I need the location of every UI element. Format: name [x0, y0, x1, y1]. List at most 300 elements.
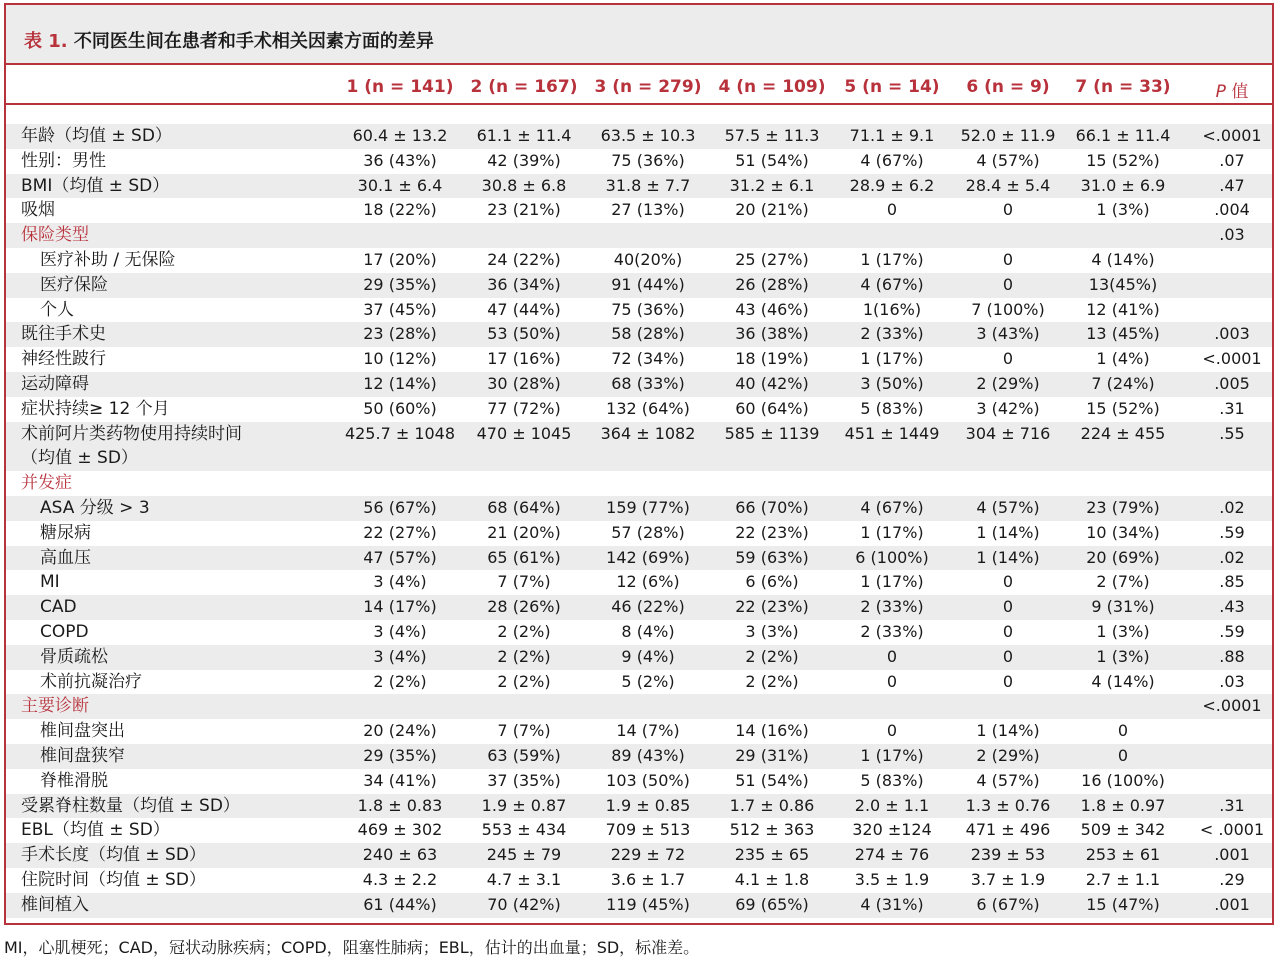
table-cell-col-1: 22 (27%): [363, 522, 437, 542]
table-cell-col-3: 159 (77%): [606, 498, 690, 517]
table-row: [6, 124, 1272, 149]
table-cell-col-1: 14 (17%): [363, 597, 437, 617]
p-value-cell: <.0001: [1202, 349, 1262, 369]
table-cell-col-1: 50 (60%): [363, 398, 437, 418]
table-cell-col-5: 2 (33%): [860, 622, 924, 641]
table-cell-col-4: 66 (70%): [735, 498, 809, 517]
row-label-line-2: （均值 ± SD）: [21, 447, 138, 468]
table-cell-col-1: 12 (14%): [363, 374, 437, 393]
table-cell-col-7: 1 (3%): [1096, 646, 1150, 666]
table-row: [6, 794, 1272, 819]
table-cell-col-4: 25 (27%): [735, 250, 809, 269]
table-cell-col-4: 585 ± 1139: [724, 423, 820, 443]
column-header-1: 1 (n = 141): [346, 77, 454, 97]
table-cell-col-1: 29 (35%): [363, 274, 437, 294]
table-cell-col-1: 34 (41%): [363, 770, 437, 790]
table-cell-col-7: 2.7 ± 1.1: [1085, 870, 1161, 889]
table-cell-col-3: 1.9 ± 0.85: [605, 795, 691, 815]
table-number: 表 1.: [24, 31, 68, 52]
table-cell-col-2: 2 (2%): [497, 622, 551, 641]
table-cell-col-7: 509 ± 342: [1080, 820, 1166, 840]
table-cell-col-5: 0: [886, 671, 898, 691]
table-cell-col-1: 240 ± 63: [362, 845, 438, 865]
row-label: 既往手术史: [21, 324, 106, 345]
table-cell-col-6: 0: [1002, 572, 1014, 592]
section-label: 保险类型: [21, 225, 89, 246]
table-cell-col-2: 70 (42%): [487, 894, 561, 914]
table-cell-col-6: 1 (14%): [976, 522, 1040, 542]
table-cell-col-4: 36 (38%): [735, 324, 809, 344]
p-value-cell: .31: [1219, 398, 1245, 418]
table-cell-col-5: 4 (31%): [860, 894, 924, 914]
table-cell-col-3: 142 (69%): [606, 547, 690, 567]
table-cell-col-5: 1 (17%): [860, 572, 924, 592]
table-cell-col-1: 3 (4%): [373, 622, 427, 641]
p-value-cell: .59: [1219, 622, 1245, 641]
table-cell-col-5: 1 (17%): [860, 746, 924, 765]
table-row: [6, 670, 1272, 695]
table-row: [6, 422, 1272, 472]
table-cell-col-5: 4 (67%): [860, 150, 924, 170]
table-row: [6, 298, 1272, 323]
table-cell-col-4: 59 (63%): [735, 547, 809, 567]
table-cell-col-3: 132 (64%): [606, 398, 690, 418]
table-cell-col-7: 0: [1117, 721, 1129, 741]
table-cell-col-3: 46 (22%): [611, 597, 685, 617]
table-frame: [4, 3, 1274, 925]
table-cell-col-5: 2 (33%): [860, 597, 924, 617]
table-row: [6, 645, 1272, 670]
table-cell-col-5: 1 (17%): [860, 250, 924, 269]
table-cell-col-4: 3 (3%): [745, 622, 799, 641]
table-cell-col-3: 40(20%): [613, 250, 683, 269]
p-value-cell: .005: [1214, 374, 1250, 393]
table-cell-col-5: 451 ± 1449: [844, 423, 940, 443]
table-cell-col-1: 23 (28%): [363, 324, 437, 344]
table-cell-col-3: 57 (28%): [611, 522, 685, 542]
row-label-line-1: 术前阿片类药物使用持续时间: [21, 423, 242, 444]
table-row: [6, 322, 1272, 347]
table-row: [6, 595, 1272, 620]
table-cell-col-2: 4.7 ± 3.1: [486, 870, 562, 889]
row-label: 术前抗凝治疗: [40, 671, 142, 692]
table-cell-col-6: 2 (29%): [976, 374, 1040, 393]
table-cell-col-4: 14 (16%): [735, 721, 809, 741]
table-cell-col-2: 17 (16%): [487, 349, 561, 369]
table-cell-col-2: 470 ± 1045: [476, 423, 572, 443]
row-label: 年龄（均值 ± SD）: [21, 126, 172, 146]
column-header-7: 7 (n = 33): [1075, 77, 1171, 97]
table-row: [6, 546, 1272, 571]
row-label: CAD: [40, 597, 77, 618]
table-row: [6, 397, 1272, 422]
row-label: 运动障碍: [21, 374, 89, 394]
table-cell-col-7: 15 (52%): [1086, 398, 1160, 418]
table-cell-col-1: 3 (4%): [373, 572, 427, 592]
table-cell-col-7: 0: [1117, 746, 1129, 765]
table-cell-col-3: 31.8 ± 7.7: [605, 175, 691, 195]
p-value-cell: .31: [1219, 795, 1245, 815]
table-row: [6, 620, 1272, 645]
table-cell-col-7: 9 (31%): [1091, 597, 1155, 617]
p-header-text: 值: [1225, 82, 1249, 102]
table-cell-col-3: 14 (7%): [616, 721, 680, 741]
table-cell-col-6: 304 ± 716: [965, 423, 1051, 443]
row-label: 椎间盘突出: [40, 721, 125, 742]
table-cell-col-7: 16 (100%): [1081, 770, 1165, 790]
table-cell-col-2: 68 (64%): [487, 498, 561, 517]
table-cell-col-4: 69 (65%): [735, 894, 809, 914]
table-cell-col-7: 23 (79%): [1086, 498, 1160, 517]
table-cell-col-6: 0: [1002, 349, 1014, 369]
table-cell-col-1: 469 ± 302: [357, 820, 443, 840]
table-cell-col-1: 29 (35%): [363, 746, 437, 765]
table-cell-col-5: 1 (17%): [860, 522, 924, 542]
table-cell-col-6: 1 (14%): [976, 547, 1040, 567]
p-value-cell: .03: [1219, 671, 1245, 691]
row-label: ASA 分级 > 3: [40, 498, 150, 518]
table-cell-col-4: 2 (2%): [745, 646, 799, 666]
table-cell-col-7: 66.1 ± 11.4: [1075, 126, 1171, 145]
table-cell-col-3: 91 (44%): [611, 274, 685, 294]
table-row: [6, 496, 1272, 521]
row-label: 医疗补助 / 无保险: [40, 250, 176, 270]
row-label: COPD: [40, 622, 89, 642]
column-header-5: 5 (n = 14): [844, 77, 940, 97]
table-cell-col-4: 40 (42%): [735, 374, 809, 393]
p-value-cell: .07: [1219, 150, 1245, 170]
table-cell-col-5: 6 (100%): [855, 547, 929, 567]
table-cell-col-5: 1(16%): [862, 299, 922, 319]
p-value-cell: .001: [1214, 894, 1250, 914]
row-label: 手术长度（均值 ± SD）: [21, 845, 206, 866]
p-value-cell: .55: [1219, 423, 1245, 443]
table-cell-col-5: 2.0 ± 1.1: [854, 795, 930, 815]
table-cell-col-1: 61 (44%): [363, 894, 437, 914]
table-cell-col-1: 56 (67%): [363, 498, 437, 517]
table-cell-col-3: 58 (28%): [611, 324, 685, 344]
table-cell-col-4: 43 (46%): [735, 299, 809, 319]
table-cell-col-3: 709 ± 513: [605, 820, 691, 840]
table-cell-col-6: 0: [1002, 622, 1014, 641]
table-row: [6, 198, 1272, 223]
table-row: [6, 744, 1272, 769]
table-cell-col-4: 26 (28%): [735, 274, 809, 294]
table-cell-col-5: 0: [886, 646, 898, 666]
table-cell-col-1: 2 (2%): [373, 671, 427, 691]
table-row: [6, 769, 1272, 794]
column-header-6: 6 (n = 9): [966, 77, 1050, 97]
table-cell-col-6: 3 (43%): [976, 324, 1040, 344]
column-header-3: 3 (n = 279): [594, 77, 702, 97]
table-cell-col-2: 77 (72%): [487, 398, 561, 418]
table-cell-col-6: 471 ± 496: [965, 820, 1051, 840]
p-value-cell: .59: [1219, 522, 1245, 542]
row-label: 性别：男性: [21, 150, 106, 171]
table-row: [6, 818, 1272, 843]
table-cell-col-3: 12 (6%): [616, 572, 680, 592]
table-cell-col-5: 4 (67%): [860, 274, 924, 294]
table-cell-col-4: 22 (23%): [735, 597, 809, 617]
table-row: [6, 223, 1272, 248]
table-cell-col-3: 229 ± 72: [610, 845, 686, 865]
table-row: [6, 893, 1272, 918]
table-cell-col-1: 47 (57%): [363, 547, 437, 567]
table-cell-col-6: 1.3 ± 0.76: [965, 795, 1051, 815]
table-cell-col-4: 512 ± 363: [729, 820, 815, 840]
p-value-cell: .02: [1219, 498, 1245, 517]
table-row: [6, 570, 1272, 595]
row-label: 脊椎滑脱: [40, 770, 108, 791]
table-cell-col-7: 12 (41%): [1086, 299, 1160, 319]
table-cell-col-7: 253 ± 61: [1085, 845, 1161, 865]
table-cell-col-2: 2 (2%): [497, 671, 551, 691]
row-label: 受累脊柱数量（均值 ± SD）: [21, 795, 240, 816]
table-cell-col-7: 7 (24%): [1091, 374, 1155, 393]
table-cell-col-5: 4 (67%): [860, 498, 924, 517]
table-cell-col-4: 1.7 ± 0.86: [729, 795, 815, 815]
table-cell-col-5: 5 (83%): [860, 398, 924, 418]
p-value-cell: <.0001: [1202, 126, 1262, 145]
table-cell-col-6: 239 ± 53: [970, 845, 1046, 865]
table-cell-col-4: 51 (54%): [735, 770, 809, 790]
table-cell-col-7: 224 ± 455: [1080, 423, 1166, 443]
table-cell-col-3: 364 ± 1082: [600, 423, 696, 443]
table-cell-col-6: 3 (42%): [976, 398, 1040, 418]
table-cell-col-7: 20 (69%): [1086, 547, 1160, 567]
table-cell-col-6: 0: [1002, 274, 1014, 294]
table-cell-col-5: 0: [886, 721, 898, 741]
table-cell-col-6: 0: [1002, 597, 1014, 617]
table-cell-col-4: 31.2 ± 6.1: [729, 175, 815, 195]
table-cell-col-6: 52.0 ± 11.9: [960, 126, 1056, 145]
table-row: [6, 347, 1272, 372]
table-cell-col-7: 1.8 ± 0.97: [1080, 795, 1166, 815]
table-cell-col-6: 4 (57%): [976, 150, 1040, 170]
p-value-cell: .85: [1219, 572, 1245, 592]
table-cell-col-7: 1 (3%): [1096, 200, 1150, 220]
table-cell-col-4: 60 (64%): [735, 398, 809, 418]
table-cell-col-6: 0: [1002, 250, 1014, 269]
table-cell-col-6: 0: [1002, 671, 1014, 691]
table-cell-col-4: 2 (2%): [745, 671, 799, 691]
table-cell-col-6: 2 (29%): [976, 746, 1040, 765]
table-cell-col-1: 3 (4%): [373, 646, 427, 666]
table-cell-col-7: 10 (34%): [1086, 522, 1160, 542]
table-cell-col-1: 10 (12%): [363, 349, 437, 369]
table-cell-col-7: 13(45%): [1088, 274, 1158, 294]
table-cell-col-1: 1.8 ± 0.83: [357, 795, 443, 815]
row-label: 住院时间（均值 ± SD）: [21, 870, 206, 890]
table-cell-col-2: 30.8 ± 6.8: [481, 175, 567, 195]
table-cell-col-6: 0: [1002, 200, 1014, 220]
table-cell-col-2: 245 ± 79: [486, 845, 562, 865]
table-row: [6, 372, 1272, 397]
row-label: EBL（均值 ± SD）: [21, 820, 170, 841]
row-label: 糖尿病: [40, 522, 91, 543]
table-cell-col-5: 3.5 ± 1.9: [854, 870, 930, 889]
table-cell-col-5: 2 (33%): [860, 324, 924, 344]
table-cell-col-3: 89 (43%): [611, 746, 685, 765]
column-header-p-value: [1182, 77, 1274, 102]
p-value-cell: .47: [1219, 175, 1245, 195]
table-row: [6, 521, 1272, 546]
row-label: [21, 422, 242, 470]
p-value-cell: .29: [1219, 870, 1245, 889]
table-title-bar: [6, 5, 1272, 65]
table-cell-col-2: 553 ± 434: [481, 820, 567, 840]
table-cell-col-3: 5 (2%): [621, 671, 675, 691]
table-row: [6, 471, 1272, 496]
table-cell-col-1: 17 (20%): [363, 250, 437, 269]
table-cell-col-5: 320 ±124: [852, 820, 932, 840]
column-header-4: 4 (n = 109): [718, 77, 826, 97]
table-cell-col-6: 4 (57%): [976, 770, 1040, 790]
table-cell-col-4: 22 (23%): [735, 522, 809, 542]
section-label: 并发症: [21, 473, 72, 494]
table-cell-col-2: 28 (26%): [487, 597, 561, 617]
p-header-italic: P: [1215, 82, 1226, 102]
table-title-text: 不同医生间在患者和手术相关因素方面的差异: [73, 31, 434, 52]
table-cell-col-5: 0: [886, 200, 898, 220]
table-cell-col-2: 61.1 ± 11.4: [476, 126, 572, 145]
table-cell-col-1: 425.7 ± 1048: [344, 423, 456, 443]
table-cell-col-1: 18 (22%): [363, 200, 437, 220]
table-cell-col-1: 4.3 ± 2.2: [362, 870, 438, 889]
table-header: [6, 65, 1272, 105]
table-cell-col-3: 119 (45%): [606, 894, 690, 914]
table-cell-col-2: 2 (2%): [497, 646, 551, 666]
p-value-cell: .03: [1219, 225, 1245, 245]
table-row: [6, 719, 1272, 744]
table-cell-col-7: 15 (47%): [1086, 894, 1160, 914]
table-cell-col-7: 1 (4%): [1096, 349, 1150, 369]
table-cell-col-7: 13 (45%): [1086, 324, 1160, 344]
table-cell-col-4: 6 (6%): [745, 572, 799, 592]
table-cell-col-1: 30.1 ± 6.4: [357, 175, 443, 195]
table-row: [6, 273, 1272, 298]
table-row: [6, 149, 1272, 174]
table-cell-col-3: 8 (4%): [621, 622, 675, 641]
table-cell-col-2: 23 (21%): [487, 200, 561, 220]
p-value-cell: .003: [1214, 324, 1250, 344]
p-value-cell: <.0001: [1202, 696, 1262, 716]
table-cell-col-2: 36 (34%): [487, 274, 561, 294]
table-footnote: MI，心肌梗死；CAD，冠状动脉疾病；COPD，阻塞性肺病；EBL，估计的出血量；SD，标准差。: [4, 938, 700, 957]
table-cell-col-3: 68 (33%): [611, 374, 685, 393]
table-cell-col-7: 4 (14%): [1091, 671, 1155, 691]
table-cell-col-4: 51 (54%): [735, 150, 809, 170]
table-cell-col-3: 3.6 ± 1.7: [610, 870, 686, 889]
table-cell-col-2: 53 (50%): [487, 324, 561, 344]
table-row: [6, 174, 1272, 199]
row-label: 医疗保险: [40, 274, 108, 295]
row-label: BMI（均值 ± SD）: [21, 175, 170, 196]
table-cell-col-4: 18 (19%): [735, 349, 809, 369]
table-cell-col-5: 28.9 ± 6.2: [849, 175, 935, 195]
p-value-cell: .004: [1214, 200, 1250, 220]
table-title: [24, 27, 434, 53]
table-row: [6, 868, 1272, 893]
row-label: 吸烟: [21, 200, 55, 221]
row-label: 神经性跛行: [21, 349, 106, 370]
row-label: 症状持续≥ 12 个月: [21, 398, 170, 419]
table-cell-col-2: 21 (20%): [487, 522, 561, 542]
table-cell-col-3: 75 (36%): [611, 299, 685, 319]
table-cell-col-1: 20 (24%): [363, 721, 437, 741]
table-cell-col-6: 3.7 ± 1.9: [970, 870, 1046, 889]
table-cell-col-6: 4 (57%): [976, 498, 1040, 517]
table-cell-col-2: 7 (7%): [497, 721, 551, 741]
table-row: [6, 694, 1272, 719]
table-cell-col-6: 28.4 ± 5.4: [965, 175, 1051, 195]
table-cell-col-6: 1 (14%): [976, 721, 1040, 741]
table-cell-col-4: 20 (21%): [735, 200, 809, 220]
table-row: [6, 843, 1272, 868]
table-cell-col-2: 42 (39%): [487, 150, 561, 170]
p-value-cell: .001: [1214, 845, 1250, 865]
table-cell-col-4: 4.1 ± 1.8: [734, 870, 810, 889]
row-label: 骨质疏松: [40, 646, 108, 667]
table-cell-col-3: 75 (36%): [611, 150, 685, 170]
table-cell-col-4: 57.5 ± 11.3: [724, 126, 820, 145]
table-cell-col-2: 65 (61%): [487, 547, 561, 567]
table-cell-col-2: 63 (59%): [487, 746, 561, 765]
table-cell-col-6: 6 (67%): [976, 894, 1040, 914]
table-cell-col-5: 3 (50%): [860, 374, 924, 393]
section-label: 主要诊断: [21, 696, 89, 717]
row-label: 椎间盘狭窄: [40, 746, 125, 766]
column-header-2: 2 (n = 167): [470, 77, 578, 97]
table-cell-col-2: 37 (35%): [487, 770, 561, 790]
table-cell-col-6: 7 (100%): [971, 299, 1045, 319]
table-cell-col-1: 60.4 ± 13.2: [352, 126, 448, 145]
table-cell-col-3: 103 (50%): [606, 770, 690, 790]
table-cell-col-1: 37 (45%): [363, 299, 437, 319]
table-cell-col-5: 274 ± 76: [854, 845, 930, 865]
table-cell-col-3: 9 (4%): [621, 646, 675, 666]
table-cell-col-6: 0: [1002, 646, 1014, 666]
p-value-cell: .02: [1219, 547, 1245, 567]
row-label: 高血压: [40, 547, 91, 568]
table-cell-col-7: 4 (14%): [1091, 250, 1155, 269]
table-cell-col-7: 31.0 ± 6.9: [1080, 175, 1166, 195]
table-cell-col-7: 2 (7%): [1096, 572, 1150, 592]
row-label: 椎间植入: [21, 894, 89, 915]
table-cell-col-5: 5 (83%): [860, 770, 924, 790]
table-cell-col-2: 30 (28%): [487, 374, 561, 393]
p-value-cell: .43: [1219, 597, 1245, 617]
table-cell-col-5: 71.1 ± 9.1: [849, 126, 935, 145]
table-cell-col-4: 29 (31%): [735, 746, 809, 765]
table-cell-col-3: 27 (13%): [611, 200, 685, 220]
table-cell-col-2: 1.9 ± 0.87: [481, 795, 567, 815]
table-cell-col-5: 1 (17%): [860, 349, 924, 369]
table-cell-col-4: 235 ± 65: [734, 845, 810, 865]
table-cell-col-7: 15 (52%): [1086, 150, 1160, 170]
table-cell-col-3: 72 (34%): [611, 349, 685, 369]
table-cell-col-3: 63.5 ± 10.3: [600, 126, 696, 145]
row-label: MI: [40, 572, 60, 593]
table-cell-col-2: 24 (22%): [487, 250, 561, 269]
p-value-cell: .88: [1219, 646, 1245, 666]
table-cell-col-2: 47 (44%): [487, 299, 561, 319]
table-cell-col-1: 36 (43%): [363, 150, 437, 170]
table-cell-col-2: 7 (7%): [497, 572, 551, 592]
row-label: 个人: [40, 299, 74, 320]
p-value-cell: < .0001: [1199, 820, 1265, 840]
table-cell-col-7: 1 (3%): [1096, 622, 1150, 641]
